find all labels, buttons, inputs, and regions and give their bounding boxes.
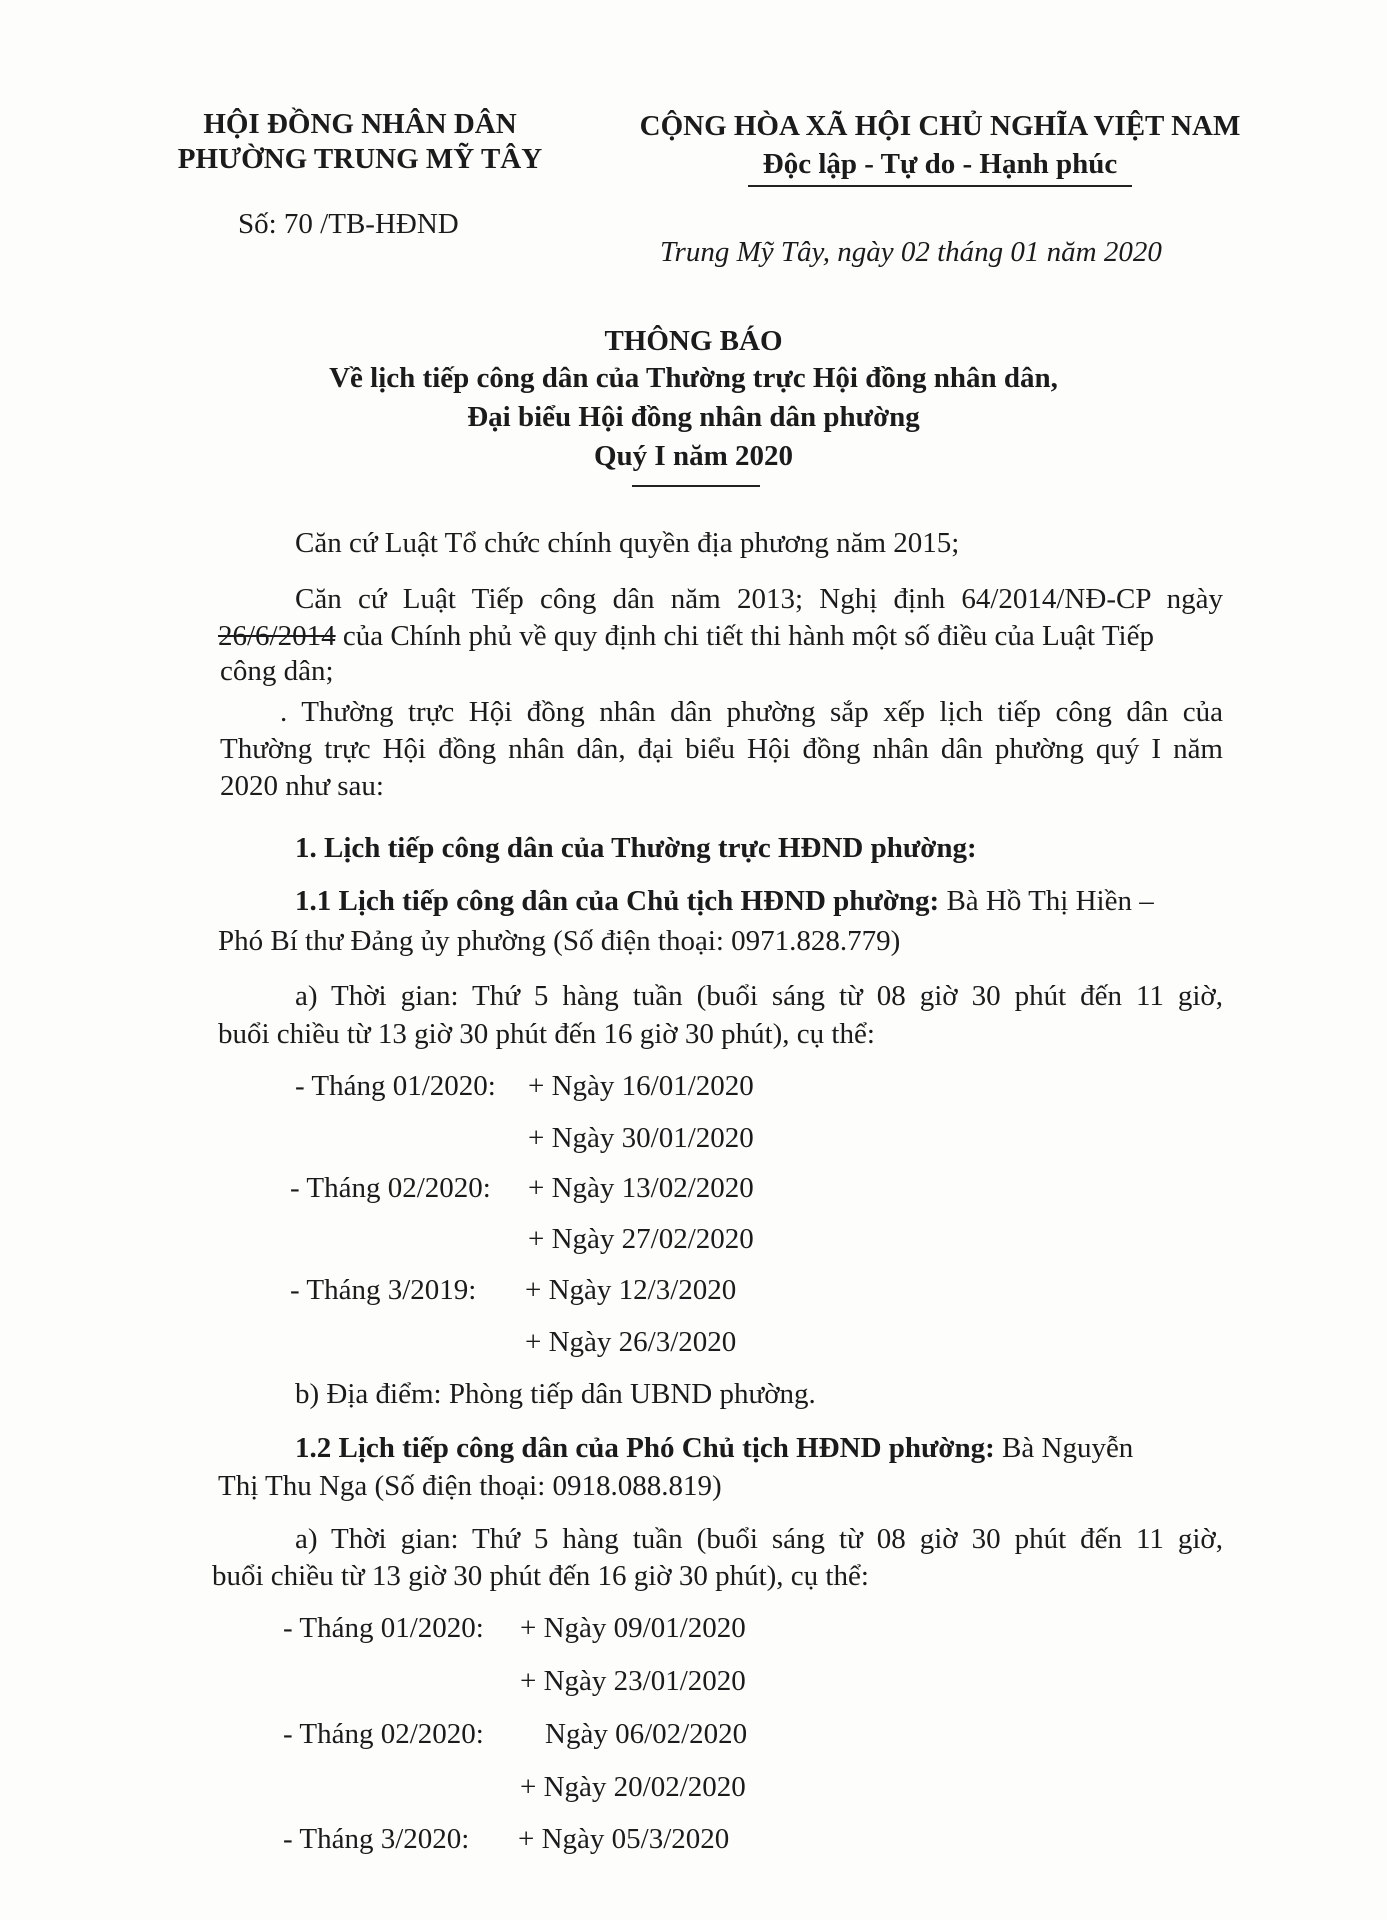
schedule-1-2-month: - Tháng 02/2020: (283, 1718, 484, 1750)
section-1-2-time-line1: a) Thời gian: Thứ 5 hàng tuần (buổi sáng từ 08 giờ 30 phút đến 11 giờ, (295, 1523, 1223, 1555)
schedule-1-1-month: - Tháng 01/2020: (295, 1070, 496, 1102)
arrangement-line2: Thường trực Hội đồng nhân dân, đại biểu Hội đồng nhân dân phường quý I năm (220, 733, 1223, 765)
motto-underline (748, 185, 1132, 187)
section-1-2-heading: 1.2 Lịch tiếp công dân của Phó Chủ tịch HĐND phường: (295, 1432, 995, 1464)
issuing-body-line2: PHƯỜNG TRUNG MỸ TÂY (177, 143, 543, 175)
schedule-1-1-month: - Tháng 02/2020: (290, 1172, 491, 1204)
document-number: Số: 70 /TB-HĐND (238, 208, 459, 240)
schedule-1-2-date: Ngày 06/02/2020 (545, 1718, 748, 1750)
arrangement-line1: . Thường trực Hội đồng nhân dân phường sắp xếp lịch tiếp công dân của (280, 696, 1223, 728)
section-1-2-line1 (295, 1432, 1133, 1465)
basis-paragraph-2-line2-text: của Chính phủ về quy định chi tiết thi hành một số điều của Luật Tiếp (335, 620, 1154, 652)
schedule-1-1-date: + Ngày 26/3/2020 (525, 1326, 737, 1358)
schedule-1-2-month: - Tháng 01/2020: (283, 1612, 484, 1644)
national-title: CỘNG HÒA XÃ HỘI CHỦ NGHĨA VIỆT NAM (639, 110, 1241, 142)
section-1-1-line1 (295, 885, 1154, 918)
section-1-1-time-line2: buổi chiều từ 13 giờ 30 phút đến 16 giờ 30 phút), cụ thể: (218, 1018, 875, 1050)
schedule-1-2-date: + Ngày 20/02/2020 (520, 1771, 746, 1803)
schedule-1-1-date: + Ngày 27/02/2020 (528, 1223, 754, 1255)
arrangement-line3: 2020 như sau: (220, 770, 384, 802)
schedule-1-2-date: + Ngày 05/3/2020 (518, 1823, 730, 1855)
basis-paragraph-2-line2 (218, 620, 1154, 653)
basis-paragraph-2-line3: công dân; (220, 655, 334, 687)
section-1-1-line2: Phó Bí thư Đảng ủy phường (Số điện thoại: 0971.828.779) (218, 925, 901, 957)
national-motto: Độc lập - Tự do - Hạnh phúc (762, 148, 1118, 180)
section-1-2-line2: Thị Thu Nga (Số điện thoại: 0918.088.819) (218, 1470, 722, 1502)
basis-paragraph-2-line1: Căn cứ Luật Tiếp công dân năm 2013; Nghị định 64/2014/NĐ-CP ngày (295, 583, 1223, 615)
schedule-1-1-date: + Ngày 13/02/2020 (528, 1172, 754, 1204)
section-1-1-person: Bà Hồ Thị Hiền – (939, 885, 1154, 917)
section-1-heading: 1. Lịch tiếp công dân của Thường trực HĐND phường: (295, 832, 977, 864)
section-1-2-time-line2: buổi chiều từ 13 giờ 30 phút đến 16 giờ 30 phút), cụ thể: (212, 1560, 869, 1592)
schedule-1-1-month: - Tháng 3/2019: (290, 1274, 477, 1306)
struck-date: 26/6/2014 (218, 620, 336, 652)
schedule-1-2-date: + Ngày 23/01/2020 (520, 1665, 746, 1697)
section-1-1-time-line1: a) Thời gian: Thứ 5 hàng tuần (buổi sáng từ 08 giờ 30 phút đến 11 giờ, (295, 980, 1223, 1012)
schedule-1-2-date: + Ngày 09/01/2020 (520, 1612, 746, 1644)
notice-period: Quý I năm 2020 (593, 440, 793, 472)
schedule-1-1-date: + Ngày 30/01/2020 (528, 1122, 754, 1154)
notice-title: THÔNG BÁO (604, 325, 783, 357)
schedule-1-2-month: - Tháng 3/2020: (283, 1823, 470, 1855)
notice-subject-line1: Về lịch tiếp công dân của Thường trực Hội đồng nhân dân, (329, 362, 1058, 394)
basis-paragraph-1: Căn cứ Luật Tổ chức chính quyền địa phương năm 2015; (295, 527, 960, 559)
title-underline (632, 485, 760, 487)
section-1-2-person: Bà Nguyễn (994, 1432, 1134, 1464)
section-1-1-location: b) Địa điểm: Phòng tiếp dân UBND phường. (295, 1378, 816, 1410)
place-date: Trung Mỹ Tây, ngày 02 tháng 01 năm 2020 (660, 236, 1162, 268)
schedule-1-1-date: + Ngày 16/01/2020 (528, 1070, 754, 1102)
issuing-body-line1: HỘI ĐỒNG NHÂN DÂN (203, 108, 517, 140)
notice-subject-line2: Đại biểu Hội đồng nhân dân phường (467, 401, 920, 433)
schedule-1-1-date: + Ngày 12/3/2020 (525, 1274, 737, 1306)
section-1-1-heading: 1.1 Lịch tiếp công dân của Chủ tịch HĐND phường: (295, 885, 940, 917)
